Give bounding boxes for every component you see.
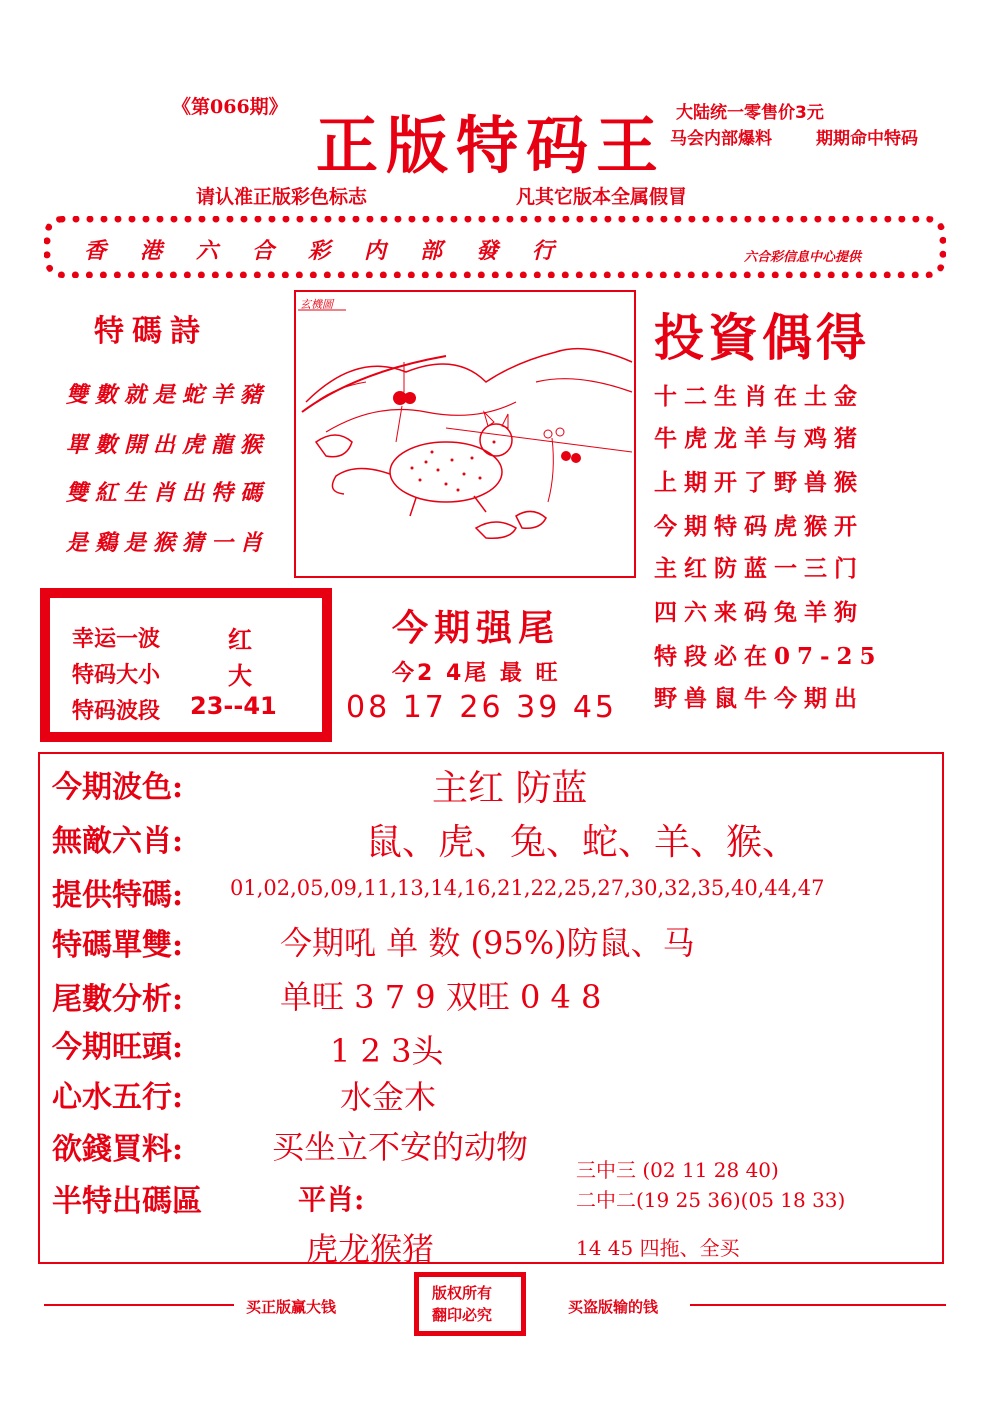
info-label: 尾數分析: <box>52 982 184 1017</box>
info-label: 半特出碼區 <box>52 1184 202 1219</box>
info-label: 欲錢買料: <box>52 1132 184 1167</box>
lucky-label: 特码大小 <box>72 663 161 688</box>
stamp-text: 玄機圖 <box>300 298 333 311</box>
poem-line: 雙數就是蛇羊豬 <box>66 382 270 408</box>
recognize-note: 请认准正版彩色标志 <box>196 186 368 208</box>
flat-zodiac-value: 虎龙猴猪 <box>306 1230 435 1268</box>
invest-line: 牛虎龙羊与鸡猪 <box>654 425 864 452</box>
banner-text: 香港六合彩内部發行 <box>84 238 589 264</box>
wave-color-value: 主红 防蓝 <box>432 768 588 809</box>
lucky-value: 大 <box>228 662 252 690</box>
hit-note: 期期命中特码 <box>816 129 918 149</box>
page-title: 正版特码王 <box>316 109 667 182</box>
odd-even-value: 今期吼 单 数 (95%)防鼠、马 <box>280 924 695 962</box>
invest-line: 上期开了野兽猴 <box>654 469 864 496</box>
riddle-value: 买坐立不安的动物 <box>272 1128 529 1166</box>
invest-line: 十二生肖在土金 <box>654 383 864 410</box>
invest-line: 特段必在07-25 <box>654 643 883 670</box>
info-label: 心水五行: <box>52 1080 184 1115</box>
combo-line: 二中二(19 25 36)(05 18 33) <box>576 1188 846 1212</box>
flat-zodiac-label: 平肖: <box>298 1183 365 1216</box>
lucky-value: 23--41 <box>190 692 277 720</box>
lucky-label: 幸运一波 <box>72 627 161 652</box>
info-label: 今期波色: <box>52 770 184 805</box>
invest-line: 野兽鼠牛今期出 <box>654 685 864 712</box>
invest-line: 今期特码虎猴开 <box>654 513 864 540</box>
special-numbers-value: 01,02,05,09,11,13,14,16,21,22,25,27,30,32,35,40,44,47 <box>230 876 825 900</box>
invest-line: 主红防蓝一三门 <box>654 555 864 582</box>
fake-warning: 凡其它版本全属假冒 <box>516 186 688 208</box>
lucky-label: 特码波段 <box>72 699 161 724</box>
info-label: 今期旺頭: <box>52 1030 184 1065</box>
footer-divider <box>44 1304 234 1306</box>
six-zodiac-value: 鼠、虎、兔、蛇、羊、猴、 <box>366 822 799 863</box>
banner-source: 六合彩信息中心提供 <box>744 250 862 265</box>
info-label: 特碼單雙: <box>52 928 184 963</box>
rodent-drawing <box>296 292 634 576</box>
riddle-illustration <box>294 290 636 578</box>
issue-number: 《第066期》 <box>172 96 288 118</box>
poem-line: 是鷄是猴猜一肖 <box>66 530 270 556</box>
strong-tail-title: 今期强尾 <box>392 607 561 649</box>
strong-tail-sub: 今2 4尾 最 旺 <box>392 661 561 686</box>
invest-title: 投資偶得 <box>654 308 870 367</box>
copyright-line: 翻印必究 <box>432 1306 493 1324</box>
invest-line: 四六来码兔羊狗 <box>654 599 864 626</box>
tail-analysis-value: 单旺 3 7 9 双旺 0 4 8 <box>280 978 602 1016</box>
copyright-line: 版权所有 <box>432 1284 493 1302</box>
poem-line: 雙紅生肖出特碼 <box>66 480 270 506</box>
info-label: 無敵六肖: <box>52 824 184 859</box>
poem-line: 單數開出虎龍猴 <box>66 432 270 458</box>
poem-title: 特碼詩 <box>94 314 208 349</box>
lucky-value: 红 <box>228 626 252 654</box>
insider-note: 马会内部爆料 <box>670 129 772 149</box>
footer-divider <box>690 1304 946 1306</box>
hot-head-value: 1 2 3头 <box>330 1032 444 1070</box>
footer-right-slogan: 买盗版输的钱 <box>568 1298 659 1316</box>
info-label: 提供特碼: <box>52 878 184 913</box>
five-elements-value: 水金木 <box>340 1078 437 1116</box>
combo-line: 三中三 (02 11 28 40) <box>576 1158 779 1182</box>
combo-line: 14 45 四拖、全买 <box>576 1236 740 1260</box>
footer-left-slogan: 买正版赢大钱 <box>246 1298 337 1316</box>
price-note: 大陆统一零售价3元 <box>676 103 824 123</box>
strong-tail-numbers: 08 17 26 39 45 <box>346 690 618 725</box>
